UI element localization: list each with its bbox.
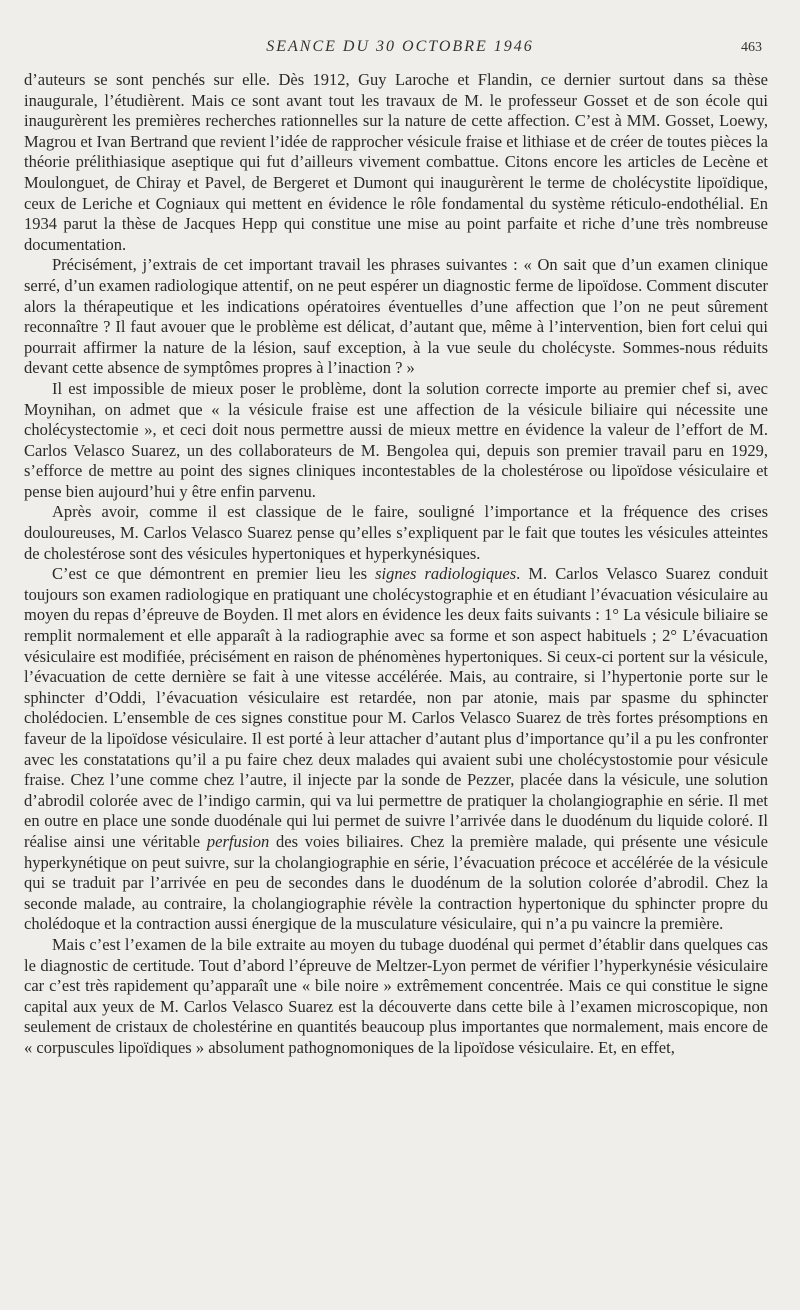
paragraph — [24, 935, 768, 1059]
paragraph — [24, 379, 768, 503]
paragraph — [24, 564, 768, 935]
running-head — [24, 38, 776, 60]
paragraph — [24, 255, 768, 379]
paragraph-text: Précisément, j’extrais de cet important travail les phrases suivantes : « On sait que d’un examen clinique serré, d’un examen radiologique attentif, on ne peut espérer un diagnostic ferme de lipoïdose. Comment discuter alors la thérapeutique et les indications opératoires éventuelles d’une affection que l’on ne peut sûrement reconnaître ? Il faut avouer que le problème est délicat, d’autant que, même à l’intervention, bien fort celui qui pourrait affirmer la nature de la lésion, sauf exception, à la vue seule du cholécyste. Sommes-nous réduits devant cette absence de symptômes propres à l’inaction ? » — [24, 255, 768, 378]
paragraph-text: C’est ce que démontrent en premier lieu les — [52, 564, 376, 584]
paragraph-text: . M. Carlos Velasco Suarez conduit toujours son examen radiologique en pratiquant une cholécystographie et en étudiant l’évacuation vésiculaire au moyen du repas d’épreuve de Boyden. Il met alors en évidence les deux faits suivants : 1° La vésicule biliaire se remplit normalement et elle apparaît à la radiographie avec sa forme et son aspect habituels ; 2° L’évacuation vésiculaire est modifiée, précisément en raison de phénomènes hypertoniques. Si ceux-ci portent sur la vésicule, l’évacuation de cette dernière se fait à une vitesse accélérée. Mais, au contraire, si l’hypertonie porte sur le sphincter d’Oddi, l’évacuation vésiculaire est retardée, non par atonie, mais par spasme du sphincter cholédocien. L’ensemble de ces signes constitue pour M. Carlos Velasco Suarez de très fortes présomptions en faveur de la lipoïdose vésiculaire. Il est porté à leur attacher d’autant plus d’importance qu’il a pu les confronter avec les constatations qu’il a pu faire chez deux malades qui avaient subi une cholécystostomie pour vésicule fraise. Chez l’une comme chez l’autre, il injecte par la sonde de Pezzer, placée dans la vésicule, une solution d’abrodil colorée avec de l’indigo carmin, qui va lui permettre de pratiquer la cholangiographie en série. Il met en outre en place une sonde duodénale qui lui permet de suivre l’arrivée dans le duodénum du liquide coloré. Il réalise ainsi une véritable — [24, 564, 768, 851]
paragraph — [24, 70, 768, 255]
paragraph — [24, 502, 768, 564]
paragraph-text: des voies biliaires. Chez la première malade, qui présente une vésicule hyperkynétique on peut suivre, sur la cholangiographie en série, l’évacuation précoce et accélérée de la vésicule qui se traduit par l’arrivée en peu de secondes dans le duodénum de la solution colorée d’abrodil. Chez la seconde malade, au contraire, la cholangiographie révèle la contraction hypertonique du sphincter propre du cholédoque et la contraction aussi énergique de la musculature vésiculaire, qui n’a pu vaincre la première. — [24, 831, 768, 934]
paragraph-text: Il est impossible de mieux poser le problème, dont la solution correcte importe au premier chef si, avec Moynihan, on admet que « la vésicule fraise est une affection de la vésicule biliaire qui nécessite une cholécystectomie », et ceci doit nous permettre aussi de mieux mettre en évidence la valeur de l’effort de M. Carlos Velasco Suarez, un des collaborateurs de M. Bengolea qui, depuis son premier travail paru en 1929, s’efforce de mettre au point des signes cliniques incontestables de la cholestérose ou lipoïdose vésiculaire et pense bien aujourd’hui y être enfin parvenu. — [24, 378, 768, 501]
italic-text: perfusion — [206, 831, 270, 851]
body-text — [24, 70, 768, 1059]
page-number: 463 — [741, 40, 762, 55]
page-title: SEANCE DU 30 OCTOBRE 1946 — [266, 38, 534, 55]
italic-text: signes radiologiques — [375, 564, 517, 584]
paragraph-text: d’auteurs se sont penchés sur elle. Dès 1912, Guy Laroche et Flandin, ce dernier surtout dans sa thèse inaugurale, l’étudièrent. Mais ce sont avant tout les travaux de M. le professeur Gosset et de son école qui inaugurèrent les premières recherches rationnelles sur la nature de cette affection. C’est à MM. Gosset, Loewy, Magrou et Ivan Bertrand que revient l’idée de rapprocher vésicule fraise et lithiase et de créer de toutes pièces la théorie prélithiasique aseptique qui fut d’ailleurs vivement combattue. Citons encore les articles de Lecène et Moulonguet, de Chiray et Pavel, de Bergeret et Dumont qui inaugurèrent le terme de cholécystite lipoïdique, ceux de Leriche et Cogniaux qui mettent en évidence le rôle fondamental du système réticulo-endothélial. En 1934 parut la thèse de Jacques Hepp qui constitue une mise au point parfaite et riche d’une très nombreuse documentation. — [24, 70, 768, 254]
paragraph-text: Après avoir, comme il est classique de le faire, souligné l’importance et la fréquence des crises douloureuses, M. Carlos Velasco Suarez pense qu’elles s’expliquent par le fait que toutes les vésicules atteintes de cholestérose sont des vésicules hypertoniques et hyperkynésiques. — [24, 502, 768, 563]
paragraph-text: Mais c’est l’examen de la bile extraite au moyen du tubage duodénal qui permet d’établir dans quelques cas le diagnostic de certitude. Tout d’abord l’épreuve de Meltzer-Lyon permet de vérifier l’hyperkynésie vésiculaire car c’est très rapidement qu’apparaît une « bile noire » extrêmement concentrée. Mais ce qui constitue le signe capital aux yeux de M. Carlos Velasco Suarez est la découverte dans cette bile à l’examen microscopique, non seulement de cristaux de cholestérine en quantités beaucoup plus importantes que normalement, mais encore de « corpuscules lipoïdiques » absolument pathognomoniques de la lipoïdose vésiculaire. Et, en effet, — [24, 934, 768, 1057]
